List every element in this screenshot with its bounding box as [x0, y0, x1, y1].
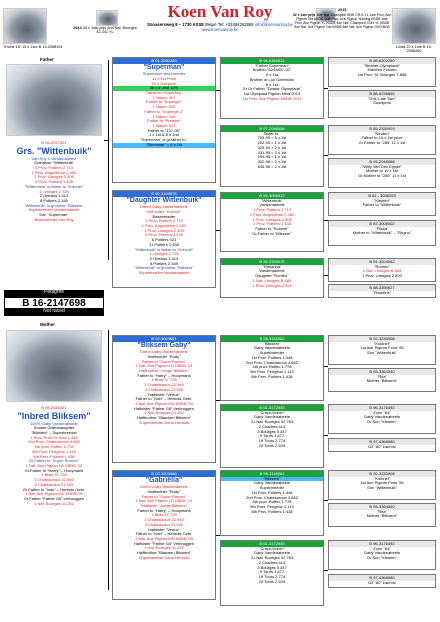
gen2-parent-ring: B 03-3003486: [113, 471, 215, 477]
gen3-ancestor-line: 26 Tours 2 634: [258, 578, 286, 584]
gen3-ancestor-line: 646-96 = 2 x 1st: [257, 163, 287, 169]
gen4-ancestor-card: [328, 368, 436, 392]
gen4-ancestor-ring: B 81 - 3038253: [329, 193, 435, 199]
gen4-ancestor-line: Gr.Father to "285" 11 x 1st: [358, 140, 406, 146]
gen2-parent-line: Father to "Super Romeo": [141, 358, 187, 364]
gen3-ancestor-line: 709-93 = 6 x 1st: [257, 135, 287, 141]
connector: [108, 330, 109, 590]
gen2-parent-line: "Wittenbuik" is father to "Kolonel": [134, 246, 194, 252]
gen4-ancestor-line: "Romeo": [374, 263, 390, 269]
gen4-ancestor-line: "Rita": [377, 373, 387, 379]
gen2-parent-ring: B 01-2030285: [113, 58, 215, 64]
gen2-parent-line: Direct Gaby Vandenabeele: [140, 204, 188, 210]
gen3-ancestor-line: Vandenabeele: [259, 268, 285, 274]
gen3-ancestor-line: 094-95 = 1 x 1st: [257, 154, 287, 160]
gen2-parent-card: [112, 57, 216, 183]
gen3-ancestor-line: Gaby Vandenabeele: [253, 345, 291, 351]
gen3-ancestor-line: "Crack-Duivin": [259, 545, 285, 551]
gen3-ancestor-line: Gaby Vandenabeele: [253, 550, 291, 556]
gen3-ancestor-line: 1 Nat. Limoges B 883: [252, 277, 292, 283]
gen3-ancestor-line: 1 Prov. Poitiers 2.713: [253, 207, 291, 213]
gen2-parent-line: 1 Prov. Limoges 2.309: [144, 227, 184, 233]
gen4-ancestor-line: Son "Wittenbuik": [367, 350, 397, 356]
gen4-ancestor-ring: B 88-3390627: [329, 285, 435, 291]
gen2-parent-line: 8 Poitiers 2.345: [150, 260, 178, 266]
gen4-ancestor-line: De "80" Lacroix: [368, 579, 396, 585]
gen3-ancestor-line: Superbreeder: [259, 350, 285, 356]
gen3-ancestor-ring: B 01-3172930: [221, 541, 323, 547]
right-year-caption: 2015: [338, 8, 347, 12]
gen3-ancestor-card: [220, 335, 324, 401]
dam-card: B 08-2145351 "Inbred Bliksem" 100% Gaby Vandenabeele Double Granddaughter "Bliksem" – Superbreeder 1 Prov. Pont St. Max 1.448 2nd Prov. Chateauroux 4.662 4th prov. Ruffec 1.778 5th Prov. Perigeux 1.119 8th Prov. Poitiers 1.438 Gr.Father to "Super Romeo" 1 Nat. Ace Pigeon LD KBDB '13 Gr.Father to "Harry" – Hooymans 1 Blois 37.728 1 Chateauroux 22.940 3 Chateaudun 21.520 Gr.Father to "Ivan" – Herbots Gebr. 1 Nat. Ace Pigeon MD KBDB '09 Gr.Father "Father Gil" Verbruggen 1 Nat. Bourges 11.252: [4, 405, 104, 615]
gen3-ancestor-line: 1 Prov. Limoges 2.8xx: [252, 282, 292, 288]
gen4-ancestor-card: [328, 57, 436, 87]
gen4-ancestor-line: "Flicka": [375, 225, 389, 231]
gen4-ancestor-ring: B 91-2048068: [329, 159, 435, 165]
connector: [324, 88, 328, 89]
right-bird-caption: Linda 22 x 1ste B 15-2068450: [396, 45, 432, 54]
gen4-ancestor-card: [328, 540, 436, 570]
father-label: Father: [40, 57, 54, 62]
left-bird-name: "Invest 16" 15 x 1ste: [3, 45, 38, 49]
gen2-parent-line: 36 x in first 10%: [113, 86, 215, 91]
gen3-ancestor-line: 4th prov. Ruffec 1.778: [252, 364, 292, 370]
gen3-ancestor-line: 6 x 1st: [266, 81, 278, 87]
gen4-ancestor-card: [328, 90, 436, 118]
gen3-ancestor-line: 8 x 1st: [266, 72, 278, 78]
gen3-ancestor-line: Sister to :: [263, 130, 281, 136]
gen3-ancestor-line: 1st Olympiad Pigeon Nitra 2013: [243, 91, 301, 97]
gen4-ancestor-ring: B 97-4368080: [329, 575, 435, 581]
dam-ring: B 08-2145351: [41, 405, 67, 410]
gen3-ancestor-line: 2nd Prov. Chateauroux 4.662: [246, 359, 298, 365]
gen4-ancestor-line: "Rita": [377, 508, 387, 514]
gen2-parent-line: 1 Nat. Ace Pigeon MD KBDB '09: [135, 536, 193, 542]
gen3-ancestor-line: 8th Prov. Poitiers 1.438: [251, 373, 293, 379]
gen2-parent-line: 1 Nat. Ace Pigeon MD KBDB '09: [135, 401, 193, 407]
gen4-ancestor-card: [328, 284, 436, 298]
mother-label: Mother: [40, 322, 55, 327]
gen4-ancestor-line: "Brother Olympiade": [363, 62, 401, 68]
connector: [216, 535, 220, 536]
gen3-ancestor-line: 21 Nat. Bourges 42.763: [250, 555, 294, 561]
gen4-ancestor-line: 1st Ace Pigeon Fond '95: [360, 480, 404, 486]
gen3-ancestor-line: 5th Prov. Perigeux 1.119: [250, 369, 294, 375]
gen3-ancestor-line: 9 Tours 1.677: [259, 569, 285, 575]
connector: [324, 500, 328, 501]
gen4-ancestor-line: Son "Wittenbuik": [367, 485, 397, 491]
gen3-ancestor-line: 302-96 = 2 x 1st: [257, 159, 287, 165]
gen3-ancestor-line: 26 Tours 2 634: [258, 442, 286, 448]
gen2-parent-line: Halfsister "Junge Bliksem": [140, 502, 188, 508]
connector: [216, 90, 220, 91]
gen4-ancestor-line: Father to 19 x 1st prize: [361, 135, 403, 141]
gen4-ancestor-line: Gaby Vandenabeele: [363, 550, 401, 556]
gen3-ancestor-line: Brother at Luc Geerinckx: [249, 76, 295, 82]
gen3-ancestor-line: 2 Chartres 413: [258, 423, 286, 429]
gen2-parent-line: Halfsister "Father Gil" Verbruggen: [134, 405, 194, 411]
gen2-parent-line: 1 Nat. Bourges 11.252: [144, 545, 184, 551]
gen3-ancestor-line: "Rosanna": [262, 263, 282, 269]
gen2-parent-line: 2 Prov. Poitiers 1.435: [145, 232, 183, 238]
gen2-parent-line: 1 Prov. Angoulême 2.450: [141, 222, 187, 228]
gen3-ancestor-line: 202-94 = 1 x 1st: [257, 140, 287, 146]
connector: [324, 220, 328, 221]
gen2-parent-line: Halfsister "Venus": [148, 391, 180, 397]
gen3-ancestor-card: [220, 404, 324, 468]
left-year-caption: 2014 33 x 1ste prijs 2nd Nat. Bourges 42.341 YL: [73, 26, 137, 35]
gen3-ancestor-line: 3 Bourges 5.347: [257, 428, 287, 434]
right-header-bird-image: [392, 8, 436, 44]
gen2-parent-line: 1 Nat. Ace Pigeon LD KBDB '13: [135, 498, 193, 504]
gen2-parent-line: "Wittenbuik" is gr.father "Bliksem": [134, 265, 194, 271]
connector: [324, 435, 328, 436]
gen2-parent-line: Half sister "Kolonel": [146, 208, 182, 214]
gen2-parent-line: Direct Gaby Vandenabeele: [140, 484, 188, 490]
gen2-parent-line: 10 x 2nd prize: [151, 80, 177, 86]
left-bird-ring: B 13-2068104: [38, 45, 63, 49]
gen2-parent-line: Halfbrother "Blauwen Bliksem": [136, 415, 192, 421]
gen2-parent-line: Father to "Super Romeo": [141, 493, 187, 499]
gen2-parent-line: Direct Gaby Vandenabeele: [140, 349, 188, 355]
gen4-ancestor-ring: B 96-3176492: [329, 405, 435, 411]
connector: [216, 230, 220, 231]
page-title: Koen Van Roy: [167, 2, 273, 21]
gen4-ancestor-card: [328, 125, 436, 155]
gen4-ancestor-card: [328, 192, 436, 216]
dam-photo: [6, 330, 102, 402]
gen3-ancestor-line: 329-94 = 2 x 1st: [257, 144, 287, 150]
gen2-parent-line: Halfbrother "Rudy": [147, 353, 181, 359]
gen4-ancestor-line: De "80" Lacroix: [368, 443, 396, 449]
gen2-parent-line: 2 Orleans 1.413: [149, 256, 179, 262]
gen4-ancestor-card: [328, 574, 436, 588]
gen2-parent-line: 1 x 1st & 5 x 2nd: [149, 132, 179, 138]
gen4-ancestor-card: [328, 404, 436, 434]
gen3-ancestor-line: 2 Prov. Poitiers 1.435: [253, 221, 291, 227]
gen2-parent-ring: B 99-3199876: [113, 191, 215, 197]
gen2-parent-card: [112, 335, 216, 463]
gen4-ancestor-line: "Kleinen": [373, 197, 391, 203]
dam-name: "Inbred Bliksem": [17, 410, 91, 421]
gen3-ancestor-line: 19 Tours 2.774: [258, 574, 286, 580]
gen2-parent-line: 1 Chateauroux 22.940: [144, 517, 184, 523]
gen4-ancestor-ring: B 86-6202250: [329, 58, 435, 64]
gen4-ancestor-line: Gr.Son "Kleinen": [367, 419, 397, 425]
gen3-ancestor-ring: B 96-3118062: [221, 336, 323, 342]
gen4-ancestor-line: Mother "Bliksem": [366, 378, 398, 384]
gen3-ancestor-ring: B 97-2048058: [221, 126, 323, 132]
gen3-ancestor-card: [220, 258, 324, 298]
gen4-ancestor-ring: B 89-2330929: [329, 126, 435, 132]
gen4-ancestor-line: Manfred Fossen: [367, 67, 397, 73]
gen4-ancestor-line: Mother to "Wittenbuik" – "Rugno": [352, 230, 412, 236]
gen2-parent-name: "Superman": [143, 63, 185, 71]
gen4-ancestor-ring: B 86-6236656: [329, 91, 435, 97]
gen2-parent-line: Halfbrother "Blauwen Bliksem": [136, 550, 192, 556]
gen2-parent-line: 6 Poitiers 921: [151, 237, 177, 243]
gen2-parent-line: 1 Nayon 600: [152, 104, 176, 110]
gen3-ancestor-line: 2nd Prov. Chateauroux 4.662: [246, 494, 298, 500]
gen2-parent-line: Father to "137-05": [147, 127, 181, 133]
gen3-ancestor-line: "Father Superman": [255, 62, 289, 68]
gen4-ancestor-card: [328, 220, 436, 246]
gen3-ancestor-ring: B 96-3118062: [221, 471, 323, 477]
gen3-ancestor-ring: B 94-6366812: [221, 58, 323, 64]
race-status: Not raced: [4, 309, 104, 316]
gen4-ancestor-line: Gaby Vandenabeele: [363, 414, 401, 420]
gen4-ancestor-card: [328, 258, 436, 282]
connector: [324, 275, 328, 276]
subject-ring-number: B 16-2147698: [4, 297, 104, 309]
gen3-ancestor-line: "Crack-Duivin": [259, 409, 285, 415]
gen3-ancestor-line: Vandenabeele: [259, 202, 285, 208]
gen2-parent-line: Superbreeder Vandenabeele: [138, 270, 190, 276]
gen2-parent-line: Father to "Harry" – Hooymans: [137, 372, 191, 378]
gen2-parent-line: 1 Nat. Ace Pigeon LD KBDB '13: [135, 363, 193, 369]
gen3-ancestor-line: "Bliksem": [221, 477, 323, 482]
gen2-parent-line: "Stuntman" = 6 x 1st: [113, 143, 215, 148]
gen3-ancestor-line: Daughter "Romeo": [255, 273, 289, 279]
gen3-ancestor-line: Superbreeder: [259, 485, 285, 491]
gen3-ancestor-ring: B 01-3172930: [221, 405, 323, 411]
gen4-ancestor-line: 1st Prov. St. Bourges 7.848: [357, 72, 407, 78]
gen3-ancestor-line: "Wittenbuik": [261, 197, 283, 203]
gen4-ancestor-ring: B 96-3176492: [329, 541, 435, 547]
gen4-ancestor-line: Zoon "As": [373, 409, 391, 415]
gen2-parent-line: 1 Limoges 2.726: [149, 251, 179, 257]
pedigree-label: Pedigree: [4, 290, 104, 297]
sire-photo: [6, 64, 102, 136]
gen2-parent-line: 1 Chateauroux 22.940: [144, 382, 184, 388]
gen2-parent-name: "Gabriëlla": [145, 476, 183, 484]
gen3-ancestor-line: 4th prov. Ruffec 1.778: [252, 499, 292, 505]
gen4-ancestor-line: 1 Prov. Limoges 2.800: [362, 273, 402, 279]
sire-name: Grs. "Wittenbuik": [16, 145, 92, 156]
gen2-parent-line: Father to "Superboy": [145, 89, 183, 95]
gen2-parent-line: Halfsister "Venus": [148, 526, 180, 532]
gen2-parent-line: Father to "Pretshe": [147, 118, 181, 124]
gen2-parent-line: "Superman" is gr.father to :: [140, 137, 188, 143]
right-achievements: 32 x 1ste prijs 1ste Nat. Champion BNN CR.S-YL 1ste Prov. Ace Pigeon Old KBDB 1ste Prov. Ace Pigeon Yearling KBDB 1ste Prov. Ace Pigeon YL KBDB 4de Nat. Champion CNH-YL KBDB 5de Nat. Ace Pigeon Old KBDB 6de Nat. Ace Pigeon Old KBDB: [292, 13, 392, 29]
gen3-ancestor-card: [220, 57, 324, 119]
gen3-ancestor-line: 1 Prov. Angoulême 2.450: [249, 211, 295, 217]
gen2-parent-line: Halfsister "Father Gil" Verbruggen: [134, 540, 194, 546]
gen4-ancestor-ring: B 93-3364340: [329, 504, 435, 510]
gen3-ancestor-line: "Bliksem": [263, 340, 281, 346]
gen4-ancestor-line: 1 Nat. Limoges B 883: [362, 268, 402, 274]
gen4-ancestor-card: [328, 470, 436, 500]
gen4-ancestor-line: "Kolonel": [373, 475, 391, 481]
gen2-parent-line: 1 Nayon 407: [152, 94, 176, 100]
gen4-ancestor-card: [328, 503, 436, 527]
gen3-ancestor-ring: B 95-3056812: [221, 193, 323, 199]
gen3-ancestor-line: Gaby Vandenabeele: [253, 414, 291, 420]
gen3-ancestor-line: 19 Tours 2.774: [258, 438, 286, 444]
gen2-parent-line: 1 Nayon 347: [152, 123, 176, 129]
gen4-ancestor-ring: B 97-4368080: [329, 439, 435, 445]
gen3-ancestor-ring: B 95-3335678: [221, 259, 323, 265]
gen2-parent-card: [112, 470, 216, 600]
gen2-parent-line: Superracer and breeder: [142, 71, 186, 77]
gen4-ancestor-line: Father to "Wittenbuik": [362, 202, 402, 208]
gen3-ancestor-line: 8th Prov. Poitiers 1.438: [251, 508, 293, 514]
gen2-parent-line: 1 Prov. Poitiers 2.713: [145, 218, 183, 224]
gen2-parent-line: Superbreeder Dens-Herbots: [138, 419, 190, 425]
gen3-ancestor-line: 1st Prov. Poitiers 1.448: [251, 489, 293, 495]
gen3-ancestor-line: Brother "6243857-92": [252, 67, 292, 73]
gen4-ancestor-ring: B 93-3364340: [329, 369, 435, 375]
gen2-parent-ring: B 02-3003661: [113, 336, 215, 342]
gen2-parent-line: Father to "Harry" – Hooymans: [137, 507, 191, 513]
gen2-parent-line: Halfbrother "Rudy": [147, 488, 181, 494]
gen4-ancestor-line: "Roseline": [372, 289, 392, 295]
gen4-ancestor-line: Gr.Son "Kleinen": [367, 555, 397, 561]
gen3-ancestor-line: 1st Prov. Ace Pigeon KBDB 2012: [242, 95, 302, 101]
gen3-ancestor-card: [220, 540, 324, 606]
gen4-ancestor-card: [328, 438, 436, 452]
gen2-parent-line: 11 Poitiers 1.438: [149, 241, 179, 247]
gen2-parent-line: Superbreeder Dens-Herbots: [138, 554, 190, 560]
left-bird-caption: [3, 45, 63, 49]
gen4-ancestor-line: Zoon "As": [373, 545, 391, 551]
gen2-parent-line: 3 Chateaudun 21.520: [144, 521, 184, 527]
gen4-ancestor-ring: B 92-3230008: [329, 336, 435, 342]
gen4-ancestor-card: [328, 335, 436, 365]
gen2-parent-line: Father to "Supergirl": [146, 99, 182, 105]
gen2-parent-line: 3 Chateaudun 21.520: [144, 386, 184, 392]
gen3-ancestor-line: 21 Nat. Bourges 42.763: [250, 419, 294, 425]
connector: [324, 570, 328, 571]
gen3-ancestor-line: 9 Tours 1.677: [259, 433, 285, 439]
connector: [108, 60, 109, 260]
gen3-ancestor-line: 1 Prov. Limoges 2.309: [252, 216, 292, 222]
gen3-ancestor-card: [220, 192, 324, 252]
gen2-parent-line: 1 Blois 37.728: [151, 377, 177, 383]
gen4-ancestor-line: "Kolonel": [373, 340, 391, 346]
gen3-ancestor-line: 3 Bourges 5.347: [257, 564, 287, 570]
gen4-ancestor-line: Mother to 19 x 1st: [365, 168, 398, 174]
gen3-ancestor-line: Gaby Vandenabeele: [253, 480, 291, 486]
gen2-parent-line: Father to "Supergirl 2": [144, 108, 184, 114]
connector: [216, 400, 220, 401]
gen2-parent-line: Father to "Ivan" – Herbots Gebr.: [135, 531, 193, 537]
sire-ring: B 06-2017301: [41, 140, 67, 145]
gen2-parent-name: "Bliksem Gaby": [137, 341, 191, 349]
connector: [324, 155, 328, 156]
gen2-parent-line: Halfbrother "Junge Bliksem": [139, 367, 189, 373]
gen3-ancestor-card: [220, 125, 324, 187]
connector: [324, 366, 328, 367]
gen3-ancestor-card: [220, 470, 324, 536]
gen3-ancestor-line: Father to "Kolonel": [255, 226, 289, 232]
sire-card: B 06-2017301 Grs. "Wittenbuik" Van Roy x Vandenabeele Grandson "Wittenbuik" 1 Prov. Poitiers 2.713 1 Prov. Angoulême 2.450 1 Prov. Limoges 2.309 2 Prov. Poitiers 1.435 "Wittenbuik" is father to "Kolonel" 1 Limoges 2.726 2 Orleans 1.413 8 Poitiers 2.345 "Wittenbuik" is gr.father "Bliksem" Superbreeder Vandenabeele Son "Superman" Basebreeder Van Roy: [4, 140, 104, 280]
gen2-parent-line: Father to "Ivan" – Herbots Gebr.: [135, 396, 193, 402]
gen4-ancestor-line: "Neuten": [374, 130, 390, 136]
gen4-ancestor-card: [328, 158, 436, 188]
breeder-address: Snoasersweg 8 – 1730 ASSE België Tel: +32494282868 info@koenvanroy.be www.koenvanroy.be: [147, 22, 293, 33]
gen3-ancestor-line: 2 Chartres 413: [258, 559, 286, 565]
gen2-parent-line: 11 x 1st Prize: [152, 75, 176, 81]
gen3-ancestor-line: 431-95 = 2 x 1st: [257, 149, 287, 155]
gen4-ancestor-line: Gr.Mother to "285" 11 x 1st: [358, 173, 406, 179]
gen2-parent-line: 1 Nayon 240: [152, 113, 176, 119]
gen4-ancestor-ring: B 87-3008002: [329, 221, 435, 227]
gen3-ancestor-line: 5th Prov. Perigeux 1.119: [250, 504, 294, 510]
gen3-ancestor-line: Gr.Gr.Father "Zwarte Olympiade": [242, 86, 302, 92]
gen3-ancestor-line: Gr.Father to "Bliksem": [252, 230, 292, 236]
gen2-parent-line: 1 Blois 37.728: [151, 512, 177, 518]
gen4-ancestor-ring: B 92-3230008: [329, 471, 435, 477]
gen4-ancestor-line: "Willy Van Den Eynde": [361, 163, 403, 169]
gen4-ancestor-line: 1st Ace Pigeon Fond '95: [360, 345, 404, 351]
gen3-ancestor-line: 1st Prov. Poitiers 1.448: [251, 354, 293, 360]
gen2-parent-name: "Daughter Wittenbuik": [126, 196, 202, 204]
gen4-ancestor-line: "Grd. Late Tom": [367, 95, 397, 101]
gen2-parent-line: 1 Nat. Bourges 11.252: [144, 410, 184, 416]
gen4-ancestor-line: Soontjens: [373, 100, 391, 106]
gen4-ancestor-line: Mother "Bliksem": [366, 513, 398, 519]
gen2-parent-line: Basebreeder: [152, 213, 176, 219]
gen2-parent-card: [112, 190, 216, 288]
gen4-ancestor-ring: B 91-3204052: [329, 259, 435, 265]
